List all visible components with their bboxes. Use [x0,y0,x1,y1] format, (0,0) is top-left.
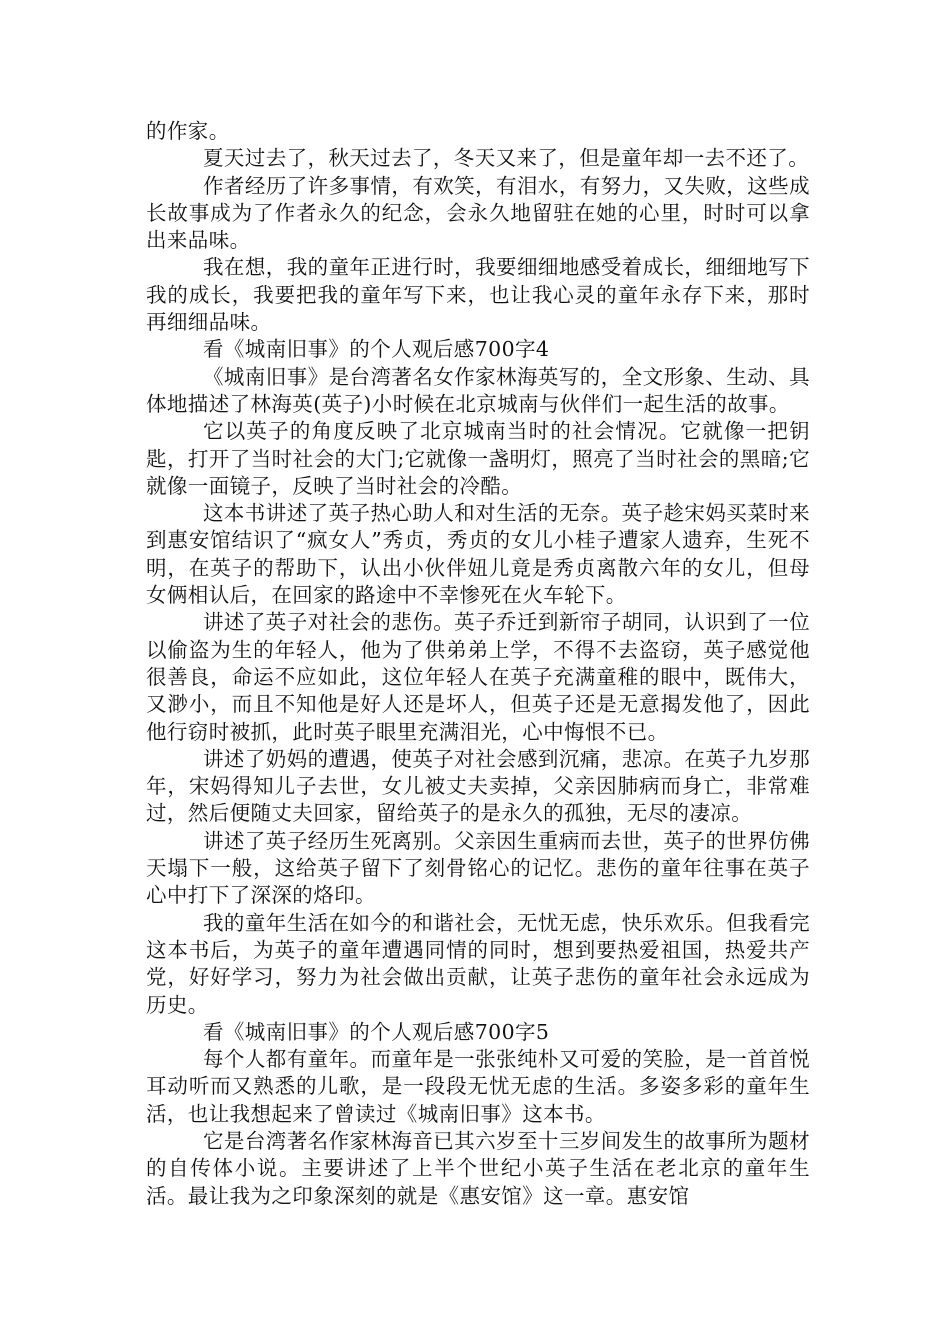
paragraph: 作者经历了许多事情，有欢笑，有泪水，有努力，又失败，这些成长故事成为了作者永久的纪念，会永久地留驻在她的心里，时时可以拿出来品味。 [146,173,810,253]
section-heading: 看《城南旧事》的个人观后感700字4 [203,337,550,362]
document-page [146,118,810,1210]
paragraph: 它是台湾著名作家林海音已其六岁至十三岁间发生的故事所为题材的自传体小说。主要讲述了上半个世纪小英子生活在老北京的童年生活。最让我为之印象深刻的就是《惠安馆》这一章。惠安馆 [146,1128,810,1208]
paragraph: 夏天过去了，秋天过去了，冬天又来了，但是童年却一去不还了。 [203,146,810,171]
paragraph: 我在想，我的童年正进行时，我要细细地感受着成长，细细地写下我的成长，我要把我的童年写下来，也让我心灵的童年永存下来，那时再细细品味。 [146,255,810,335]
paragraph: 我的童年生活在如今的和谐社会，无忧无虑，快乐欢乐。但我看完这本书后，为英子的童年遭遇同情的同时，想到要热爱祖国，热爱共产党，好好学习，努力为社会做出贡献，让英子悲伤的童年社会永远成为历史。 [146,910,810,1017]
paragraph: 每个人都有童年。而童年是一张张纯朴又可爱的笑脸，是一首首悦耳动听而又熟悉的儿歌，是一段段无忧无虑的生活。多姿多彩的童年生活，也让我想起来了曾读过《城南旧事》这本书。 [146,1047,810,1126]
paragraph: 的作家。 [146,119,230,143]
paragraph: 讲述了英子经历生死离别。父亲因生重病而去世，英子的世界仿佛天塌下一般，这给英子留下了刻骨铭心的记忆。悲伤的童年往事在英子心中打下了深深的烙印。 [146,828,810,908]
section-heading: 看《城南旧事》的个人观后感700字5 [203,1019,550,1044]
paragraph: 《城南旧事》是台湾著名女作家林海英写的，全文形象、生动、具体地描述了林海英(英子)小时候在北京城南与伙伴们一起生活的故事。 [146,364,810,416]
paragraph: 这本书讲述了英子热心助人和对生活的无奈。英子趁宋妈买菜时来到惠安馆结识了“疯女人”秀贞，秀贞的女儿小桂子遭家人遗弃，生死不明，在英子的帮助下，认出小伙伴妞儿竟是秀贞离散六年的女儿，但母女俩相认后，在回家的路途中不幸惨死在火车轮下。 [146,501,810,608]
paragraph: 讲述了奶妈的遭遇，使英子对社会感到沉痛，悲凉。在英子九岁那年，宋妈得知儿子去世，女儿被丈夫卖掉，父亲因肺病而身亡，非常难过，然后便随丈夫回家，留给英子的是永久的孤独，无尽的凄凉。 [146,746,810,826]
paragraph: 它以英子的角度反映了北京城南当时的社会情况。它就像一把钥匙，打开了当时社会的大门;它就像一盏明灯，照亮了当时社会的黑暗;它就像一面镜子，反映了当时社会的冷酷。 [146,419,810,498]
paragraph: 讲述了英子对社会的悲伤。英子乔迁到新帘子胡同，认识到了一位以偷盗为生的年轻人，他为了供弟弟上学，不得不去盗窃，英子感觉他很善良，命运不应如此，这位年轻人在英子充满童稚的眼中，既伟大，又渺小，而且不知他是好人还是坏人，但英子还是无意揭发他了，因此他行窃时被抓，此时英子眼里充满泪光，心中悔恨不已。 [146,610,810,744]
